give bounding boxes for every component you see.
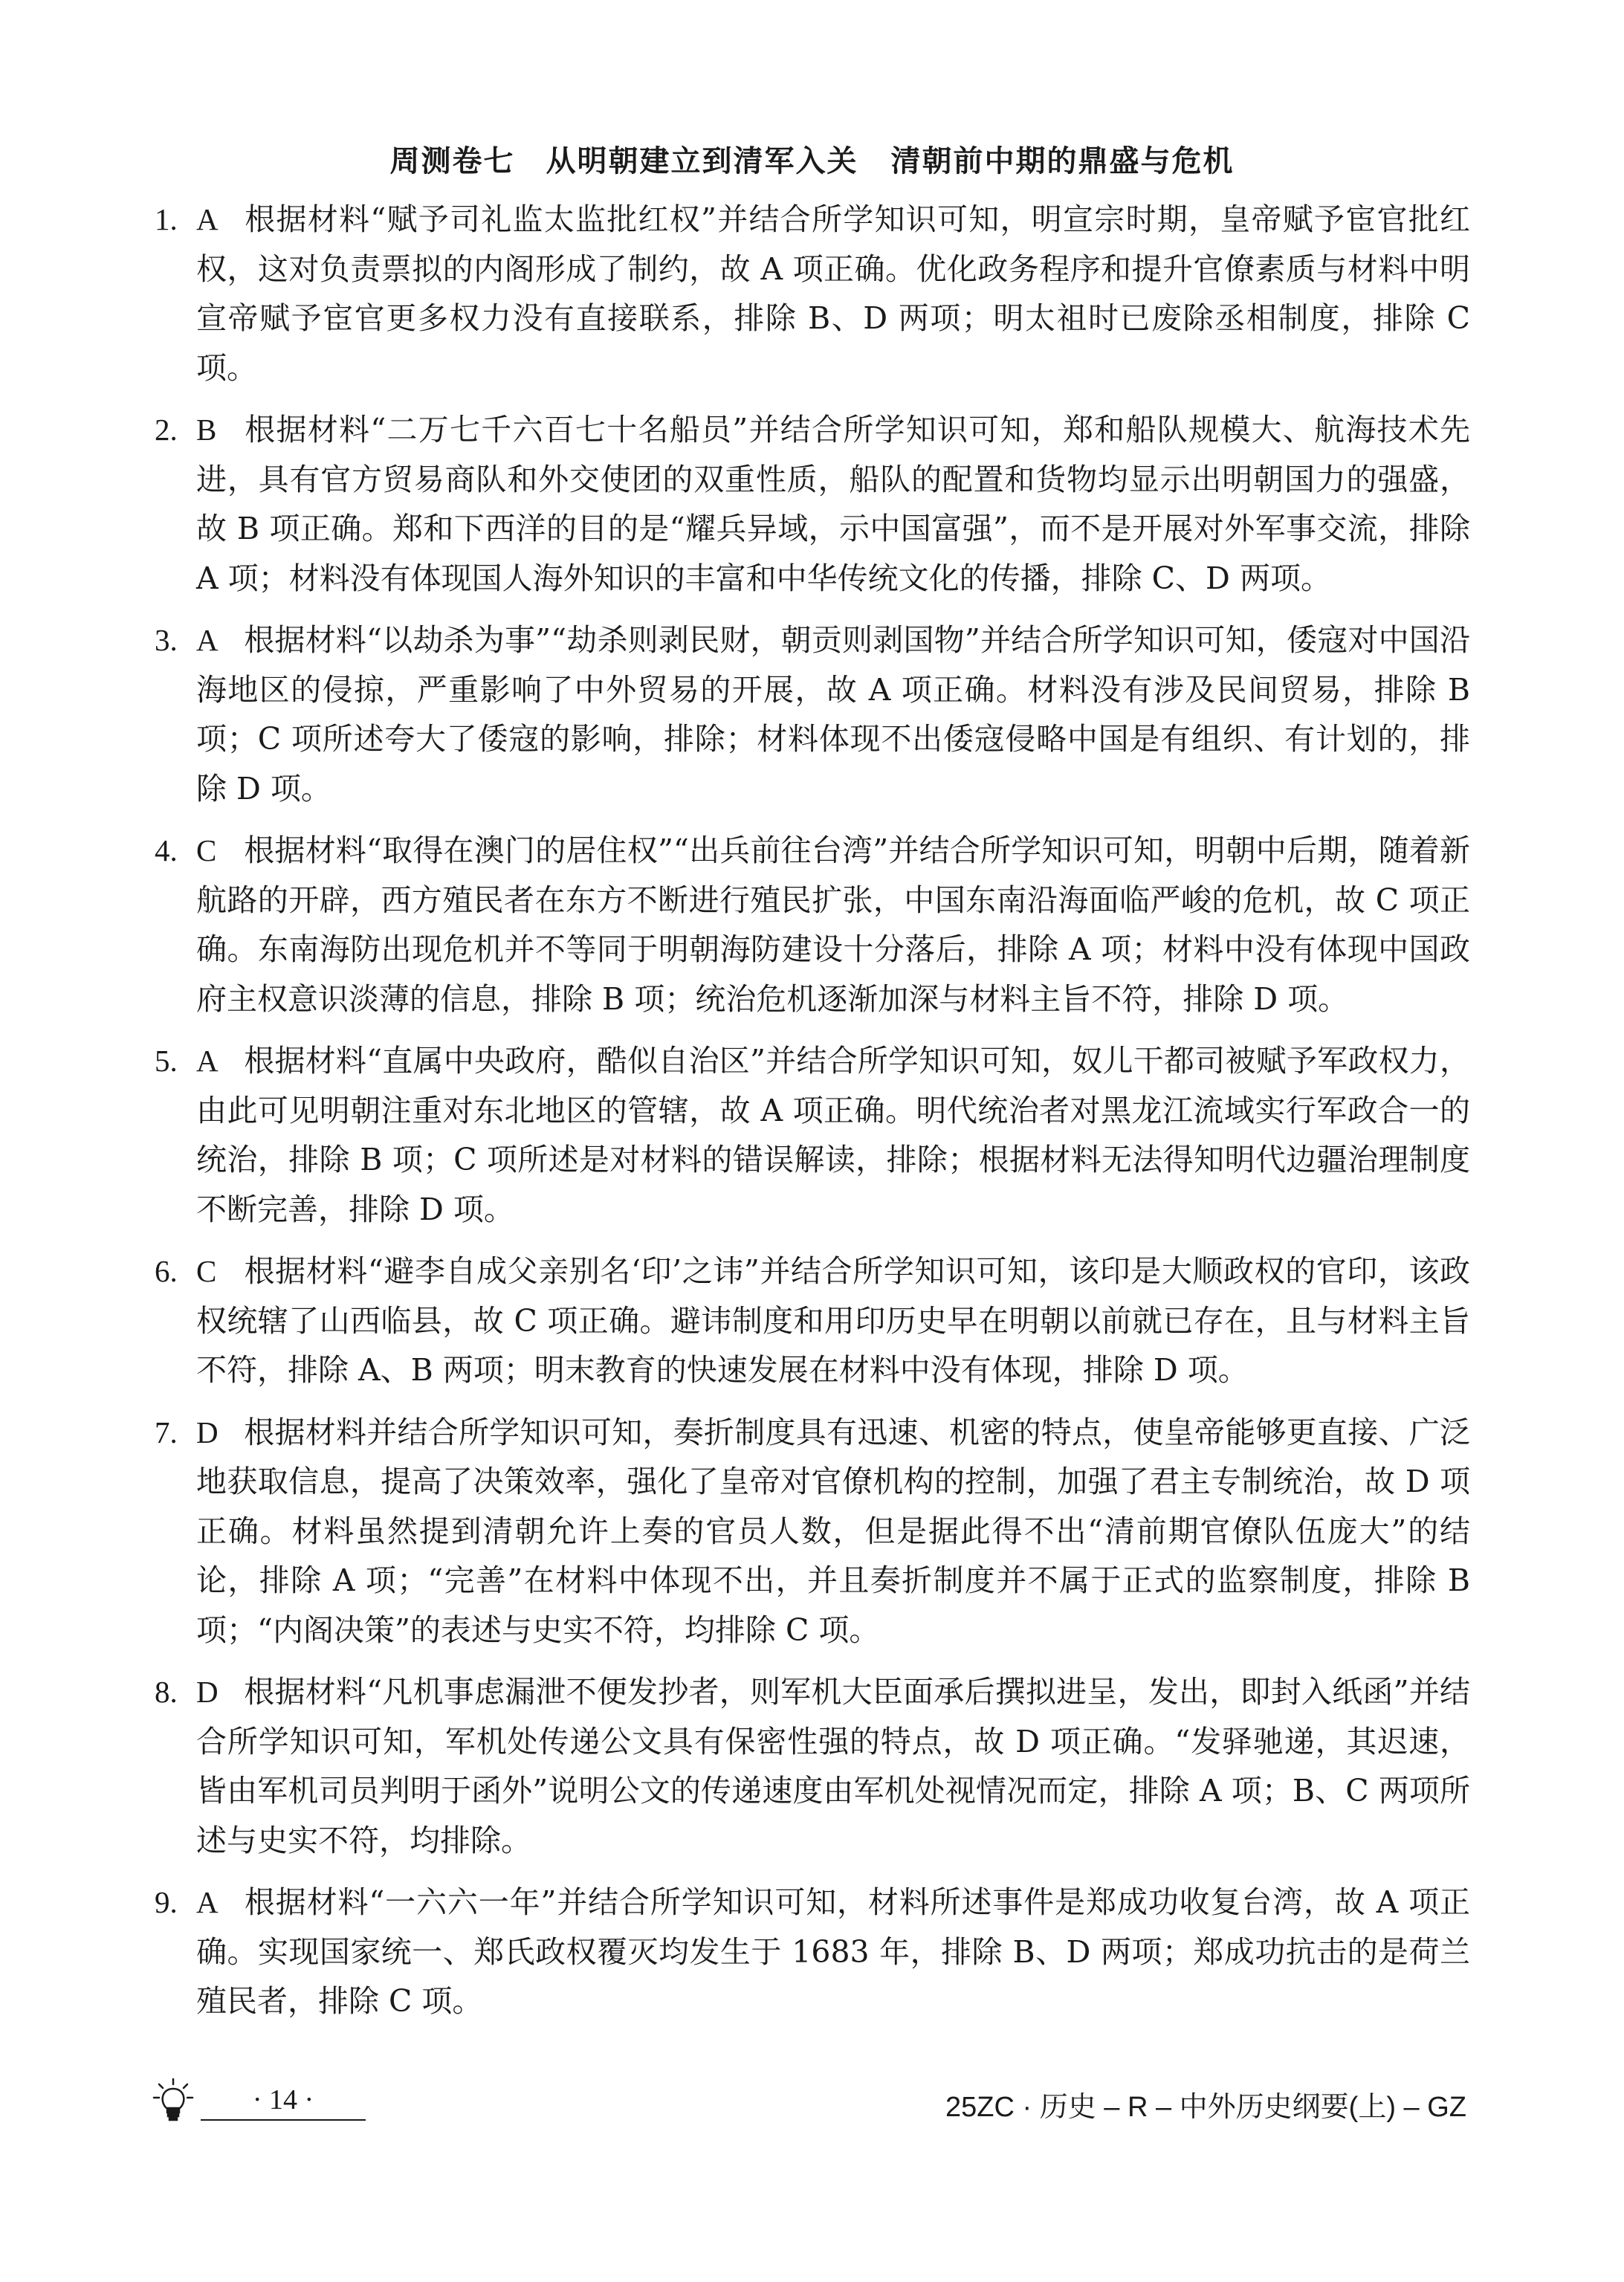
answer-number: 4. (155, 833, 178, 867)
answer-number: 1. (155, 202, 178, 236)
answer-explanation: 根据材料“赋予司礼监太监批红权”并结合所学知识可知，明宣宗时期，皇帝赋予宦官批红权，这对负责票拟的内阁形成了制约，故 A 项正确。优化政务程序和提升官僚素质与材料中明宣帝赋予宦官更多权力没有直接联系，排除 B、D 两项；明太祖时已废除丞相制度，排除 C 项。 (196, 201, 1470, 386)
answer-choice: D (196, 1415, 219, 1449)
answer-list (155, 195, 1470, 2039)
answer-item (155, 1247, 1470, 1395)
answer-choice: C (196, 833, 217, 867)
book-code: 25ZC · 历史 – R – 中外历史纲要(上) – GZ (945, 2092, 1466, 2123)
answer-explanation: 根据材料“以劫杀为事”“劫杀则剥民财，朝贡则剥国物”并结合所学知识可知，倭寇对中国沿海地区的侵掠，严重影响了中外贸易的开展，故 A 项正确。材料没有涉及民间贸易，排除 B 项；C 项所述夸大了倭寇的影响，排除；材料体现不出倭寇侵略中国是有组织、有计划的，排除 D 项。 (196, 622, 1470, 807)
answer-item (155, 405, 1470, 603)
answer-number: 6. (155, 1254, 178, 1288)
answer-number: 2. (155, 413, 178, 447)
answer-item (155, 1408, 1470, 1655)
answer-item (155, 1036, 1470, 1234)
answer-choice: A (196, 623, 219, 657)
answer-item (155, 195, 1470, 392)
answer-choice: D (196, 1675, 219, 1709)
answer-choice: A (196, 202, 219, 236)
answer-explanation: 根据材料“取得在澳门的居住权”“出兵前往台湾”并结合所学知识可知，明朝中后期，随着新航路的开辟，西方殖民者在东方不断进行殖民扩张，中国东南沿海面临严峻的危机，故 C 项正确。东南海防出现危机并不等同于明朝海防建设十分落后，排除 A 项；材料中没有体现中国政府主权意识淡薄的信息，排除 B 项；统治危机逐渐加深与材料主旨不符，排除 D 项。 (196, 833, 1470, 1017)
answer-choice: A (196, 1885, 219, 1919)
answer-item (155, 615, 1470, 813)
answer-explanation: 根据材料“直属中央政府，酷似自治区”并结合所学知识可知，奴儿干都司被赋予军政权力，由此可见明朝注重对东北地区的管辖，故 A 项正确。明代统治者对黑龙江流域实行军政合一的统治，排除 B 项；C 项所述是对材料的错误解读，排除；根据材料无法得知明代边疆治理制度不断完善，排除 D 项。 (196, 1043, 1470, 1227)
answer-explanation: 根据材料“二万七千六百七十名船员”并结合所学知识可知，郑和船队规模大、航海技术先进，具有官方贸易商队和外交使团的双重性质，船队的配置和货物均显示出明朝国力的强盛，故 B 项正确。郑和下西洋的目的是“耀兵异域，示中国富强”，而不是开展对外军事交流，排除 A 项；材料没有体现国人海外知识的丰富和中华传统文化的传播，排除 C、D 两项。 (196, 412, 1470, 596)
answer-number: 7. (155, 1415, 178, 1449)
page-footer (0, 2078, 1624, 2130)
answer-item (155, 1667, 1470, 1865)
answer-choice: B (196, 413, 217, 447)
answer-explanation: 根据材料并结合所学知识可知，奏折制度具有迅速、机密的特点，使皇帝能够更直接、广泛地获取信息，提高了决策效率，强化了皇帝对官僚机构的控制，加强了君主专制统治，故 D 项正确。材料虽然提到清朝允许上奏的官员人数，但是据此得不出“清前期官僚队伍庞大”的结论，排除 A 项；“完善”在材料中体现不出，并且奏折制度并不属于正式的监察制度，排除 B 项；“内阁决策”的表述与史实不符，均排除 C 项。 (196, 1414, 1470, 1648)
page-title (0, 138, 1624, 180)
answer-choice: C (196, 1254, 217, 1288)
answer-number: 5. (155, 1044, 178, 1078)
page-title-part2: 清朝前中期的鼎盛与危机 (890, 144, 1235, 178)
answer-number: 8. (155, 1675, 178, 1709)
answer-number: 3. (155, 623, 178, 657)
answer-explanation: 根据材料“凡机事虑漏泄不便发抄者，则军机大臣面承后撰拟进呈，发出，即封入纸函”并结合所学知识可知，军机处传递公文具有保密性强的特点，故 D 项正确。“发驿驰递，其迟速，皆由军机司员判明于函外”说明公文的传递速度由军机处视情况而定，排除 A 项；B、C 两项所述与史实不符，均排除。 (196, 1674, 1470, 1858)
answer-explanation: 根据材料“避李自成父亲别名‘印’之讳”并结合所学知识可知，该印是大顺政权的官印，该政权统辖了山西临县，故 C 项正确。避讳制度和用印历史早在明朝以前就已存在，且与材料主旨不符，排除 A、B 两项；明末教育的快速发展在材料中没有体现，排除 D 项。 (196, 1253, 1470, 1388)
lightbulb-icon (152, 2078, 194, 2122)
page-number: · 14 · (201, 2084, 366, 2121)
answer-explanation: 根据材料“一六六一年”并结合所学知识可知，材料所述事件是郑成功收复台湾，故 A 项正确。实现国家统一、郑氏政权覆灭均发生于 1683 年，排除 B、D 两项；郑成功抗击的是荷兰殖民者，排除 C 项。 (196, 1884, 1470, 2019)
answer-item (155, 1878, 1470, 2026)
answer-choice: A (196, 1044, 219, 1078)
answer-item (155, 826, 1470, 1024)
answer-number: 9. (155, 1885, 178, 1919)
page-title-part1: 周测卷七 从明朝建立到清军入关 (389, 144, 858, 178)
